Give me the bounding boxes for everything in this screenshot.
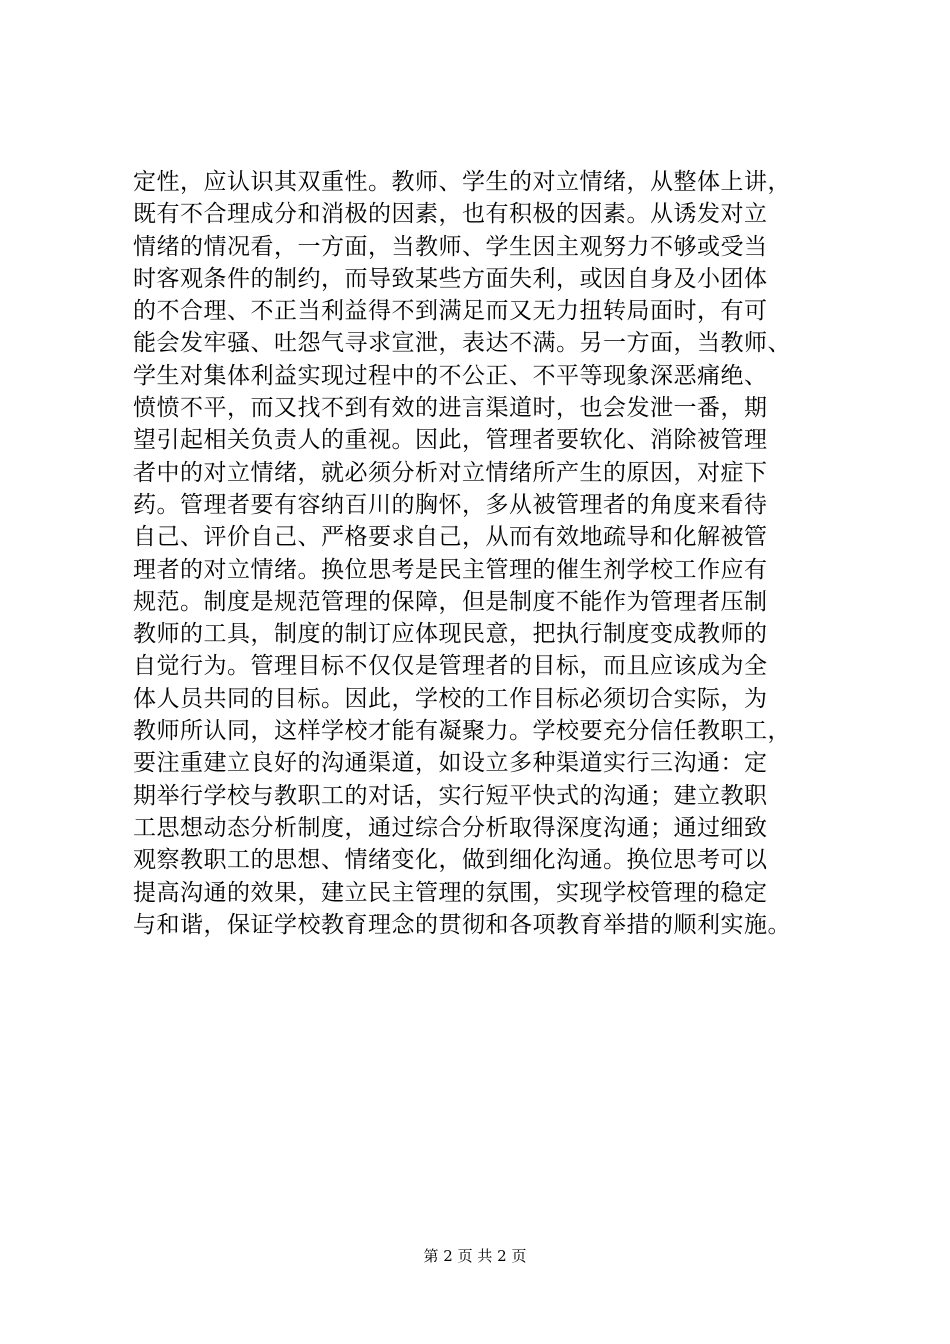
text-line: 的不合理、不正当利益得不到满足而又无力扭转局面时，有可 xyxy=(133,298,768,325)
body-paragraph xyxy=(133,166,853,941)
text-line: 教师所认同，这样学校才能有凝聚力。学校要充分信任教职工， xyxy=(133,718,791,745)
text-line: 愤愤不平，而又找不到有效的进言渠道时，也会发泄一番，期 xyxy=(133,395,768,422)
text-line: 规范。制度是规范管理的保障，但是制度不能作为管理者压制 xyxy=(133,588,768,615)
text-line: 体人员共同的目标。因此，学校的工作目标必须切合实际，为 xyxy=(133,685,768,712)
text-line: 既有不合理成分和消极的因素，也有积极的因素。从诱发对立 xyxy=(133,201,768,228)
text-line: 望引起相关负责人的重视。因此，管理者要软化、消除被管理 xyxy=(133,427,768,454)
text-line: 学生对集体利益实现过程中的不公正、不平等现象深恶痛绝、 xyxy=(133,362,768,389)
text-line: 能会发牢骚、吐怨气寻求宣泄，表达不满。另一方面，当教师、 xyxy=(133,330,791,357)
text-line: 理者的对立情绪。换位思考是民主管理的催生剂学校工作应有 xyxy=(133,556,768,583)
text-line: 要注重建立良好的沟通渠道，如设立多种渠道实行三沟通：定 xyxy=(133,750,768,777)
text-line: 自觉行为。管理目标不仅仅是管理者的目标，而且应该成为全 xyxy=(133,653,768,680)
page-number: 第 2 页 共 2 页 xyxy=(423,1247,527,1265)
text-line: 教师的工具，制度的制订应体现民意，把执行制度变成教师的 xyxy=(133,621,768,648)
text-line: 药。管理者要有容纳百川的胸怀，多从被管理者的角度来看待 xyxy=(133,491,768,518)
text-line: 自己、评价自己、严格要求自己，从而有效地疏导和化解被管 xyxy=(133,524,768,551)
text-line: 情绪的情况看，一方面，当教师、学生因主观努力不够或受当 xyxy=(133,233,768,260)
text-line: 观察教职工的思想、情绪变化，做到细化沟通。换位思考可以 xyxy=(133,847,768,874)
text-line: 与和谐，保证学校教育理念的贯彻和各项教育举措的顺利实施。 xyxy=(133,911,791,938)
text-line: 定性，应认识其双重性。教师、学生的对立情绪，从整体上讲， xyxy=(133,169,791,195)
text-line: 时客观条件的制约，而导致某些方面失利，或因自身及小团体 xyxy=(133,265,768,292)
text-line: 提高沟通的效果，建立民主管理的氛围，实现学校管理的稳定 xyxy=(133,879,768,906)
text-line: 者中的对立情绪，就必须分析对立情绪所产生的原因，对症下 xyxy=(133,459,768,486)
page-footer xyxy=(0,1246,950,1266)
text-line: 期举行学校与教职工的对话，实行短平快式的沟通；建立教职 xyxy=(133,782,768,809)
text-line: 工思想动态分析制度，通过综合分析取得深度沟通；通过细致 xyxy=(133,814,768,841)
